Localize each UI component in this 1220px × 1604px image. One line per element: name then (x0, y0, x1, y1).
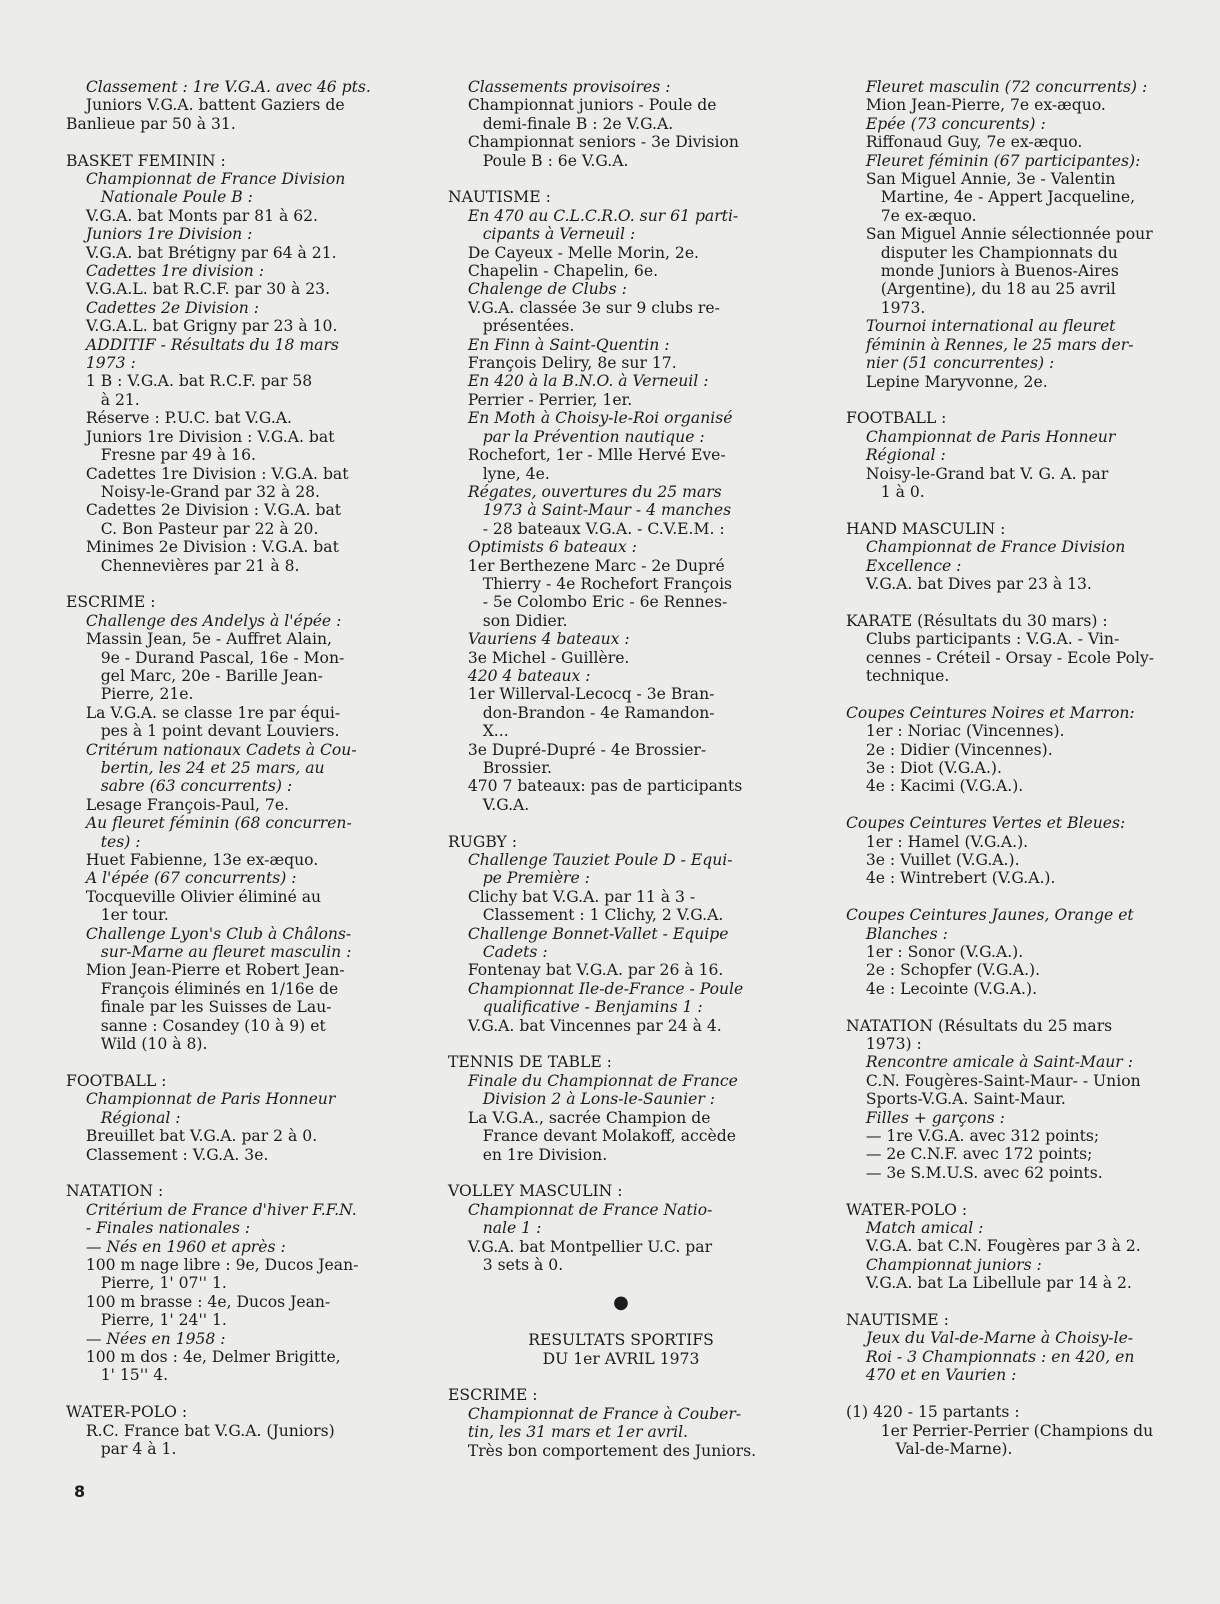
text-line: NATATION : (66, 1182, 164, 1201)
text-line: V.G.A. bat Monts par 81 à 62. (66, 206, 319, 225)
text-line: Classements provisoires : (448, 78, 671, 96)
text-line: Rochefort, 1er - Mlle Hervé Eve- (448, 446, 726, 465)
blank-line (66, 1054, 406, 1072)
text-line: demi-finale B : 2e V.G.A. (448, 114, 674, 133)
separator-bullet: ● (613, 1291, 629, 1313)
text-line: Régates, ouvertures du 25 mars (448, 482, 722, 501)
text-line: 420 4 bateaux : (448, 666, 591, 685)
text-line: Juniors V.G.A. battent Gaziers de (66, 96, 345, 115)
text-line: Régional : (846, 446, 946, 465)
text-line: Vauriens 4 bateaux : (448, 630, 630, 649)
text-line: Clubs participants : V.G.A. - Vin- (846, 630, 1120, 649)
text-line: Excellence : (846, 556, 962, 575)
text-line: De Cayeux - Melle Morin, 2e. (448, 243, 700, 262)
text-line: V.G.A. bat C.N. Fougères par 3 à 2. (846, 1237, 1141, 1256)
text-line: C.N. Fougères-Saint-Maur- - Union (846, 1071, 1141, 1090)
text-line: Chennevières par 21 à 8. (66, 556, 300, 575)
text-line: V.G.A.L. bat R.C.F. par 30 à 23. (66, 280, 331, 299)
text-line: pe Première : (448, 869, 590, 888)
text-line: 1 B : V.G.A. bat R.C.F. par 58 (66, 372, 313, 391)
blank-line (448, 1313, 794, 1331)
text-line: Championnat de France Division (846, 538, 1126, 557)
text-line: Coupes Ceintures Vertes et Bleues: (846, 814, 1126, 833)
text-line: ADDITIF - Résultats du 18 mars (66, 335, 339, 354)
blank-line (448, 170, 794, 188)
text-line: V.G.A. bat La Libellule par 14 à 2. (846, 1274, 1132, 1293)
text-column-1 (66, 78, 406, 1458)
text-line: V.G.A. bat Vincennes par 24 à 4. (448, 1016, 722, 1035)
text-line: 1er Perrier-Perrier (Champions du (846, 1421, 1154, 1440)
text-line: Cadettes 1re division : (66, 262, 264, 281)
text-line: Val-de-Marne). (846, 1439, 1013, 1458)
text-line: X... (448, 722, 509, 741)
text-line: 3e Dupré-Dupré - 4e Brossier- (448, 740, 707, 759)
text-line: Classement : 1re V.G.A. avec 46 pts. (66, 78, 371, 96)
blank-line (846, 998, 1182, 1016)
blank-line (846, 888, 1182, 906)
text-line: 1er : Hamel (V.G.A.). (846, 832, 1029, 851)
text-line: — Nées en 1958 : (66, 1329, 226, 1348)
blank-line (448, 1035, 794, 1053)
text-line: Division 2 à Lons-le-Saunier : (448, 1090, 715, 1109)
text-line: C. Bon Pasteur par 22 à 20. (66, 519, 319, 538)
text-line: Fresne par 49 à 16. (66, 446, 256, 465)
text-line: 1973 : (66, 354, 136, 373)
text-line: sanne : Cosandey (10 à 9) et (66, 1016, 326, 1035)
text-line: don-Brandon - 4e Ramandon- (448, 703, 715, 722)
text-line: Réserve : P.U.C. bat V.G.A. (66, 409, 292, 428)
text-line: Championnat de Paris Honneur (66, 1090, 336, 1109)
text-line: Cadets : (448, 943, 548, 962)
text-line: WATER-POLO : (846, 1200, 968, 1219)
text-line: Championnat Ile-de-France - Poule (448, 979, 744, 998)
text-line: V.G.A. classée 3e sur 9 clubs re- (448, 298, 720, 317)
text-line: Huet Fabienne, 13e ex-æquo. (66, 851, 319, 870)
text-line: 100 m nage libre : 9e, Ducos Jean- (66, 1255, 359, 1274)
text-line: Coupes Ceintures Jaunes, Orange et (846, 906, 1134, 925)
text-line: Martine, 4e - Appert Jacqueline, (846, 188, 1136, 207)
text-line: Lesage François-Paul, 7e. (66, 795, 290, 814)
text-line: 100 m dos : 4e, Delmer Brigitte, (66, 1347, 341, 1366)
text-line: 1er Willerval-Lecocq - 3e Bran- (448, 685, 715, 704)
text-line: A l'épée (67 concurrents) : (66, 869, 297, 888)
text-line: en 1re Division. (448, 1145, 608, 1164)
text-line: Match amical : (846, 1219, 984, 1238)
text-line: Cadettes 2e Division : V.G.A. bat (66, 501, 342, 520)
text-line: Fontenay bat V.G.A. par 26 à 16. (448, 961, 724, 980)
text-line: FOOTBALL : (846, 409, 947, 428)
text-line: 1973. (846, 298, 926, 317)
text-line: (Argentine), du 18 au 25 avril (846, 280, 1116, 299)
text-line: son Didier. (448, 611, 568, 630)
text-line: disputer les Championnats du (846, 243, 1118, 262)
text-line: François éliminés en 1/16e de (66, 979, 339, 998)
text-line: TENNIS DE TABLE : (448, 1053, 612, 1072)
blank-line (448, 1274, 794, 1292)
text-line: Optimists 6 bateaux : (448, 538, 637, 557)
text-line: - 5e Colombo Eric - 6e Rennes- (448, 593, 728, 612)
text-line: Massin Jean, 5e - Auffret Alain, (66, 630, 332, 649)
text-column-2 (448, 78, 794, 1460)
text-line: Classement : V.G.A. 3e. (66, 1145, 269, 1164)
text-line: Tournoi international au fleuret (846, 317, 1116, 336)
text-line: monde Juniors à Buenos-Aires (846, 262, 1119, 281)
text-line: Championnat de France Natio- (448, 1200, 713, 1219)
text-line: V.G.A. bat Montpellier U.C. par (448, 1237, 713, 1256)
text-line: 470 7 bateaux: pas de participants (448, 777, 743, 796)
text-line: Critérium de France d'hiver F.F.N. (66, 1200, 357, 1219)
text-line: R.C. France bat V.G.A. (Juniors) (66, 1421, 335, 1440)
text-line: Au fleuret féminin (68 concurren- (66, 814, 352, 833)
text-line: Poule B : 6e V.G.A. (448, 151, 629, 170)
text-line: technique. (846, 666, 950, 685)
text-line: — 2e C.N.F. avec 172 points; (846, 1145, 1093, 1164)
text-line: Fleuret masculin (72 concurrents) : (846, 78, 1148, 96)
text-line: 7e ex-æquo. (846, 206, 977, 225)
text-line: Pierre, 21e. (66, 685, 194, 704)
text-line: Mion Jean-Pierre et Robert Jean- (66, 961, 345, 980)
text-line: NATATION (Résultats du 25 mars (846, 1016, 1113, 1035)
text-line: Championnat juniors - Poule de (448, 96, 717, 115)
text-line: HAND MASCULIN : (846, 519, 1006, 538)
text-line: Jeux du Val-de-Marne à Choisy-le- (846, 1329, 1134, 1348)
text-line: La V.G.A., sacrée Champion de (448, 1108, 711, 1127)
text-line: Breuillet bat V.G.A. par 2 à 0. (66, 1127, 318, 1146)
text-line: Epée (73 concurents) : (846, 114, 1046, 133)
text-line: Pierre, 1' 07'' 1. (66, 1274, 227, 1293)
blank-line (448, 1164, 794, 1182)
text-line: ESCRIME : (66, 593, 156, 612)
text-line: Challenge Bonnet-Vallet - Equipe (448, 924, 729, 943)
text-line: — 3e S.M.U.S. avec 62 points. (846, 1163, 1103, 1182)
text-line: à 21. (66, 390, 140, 409)
text-line: bertin, les 24 et 25 mars, au (66, 759, 325, 777)
blank-line (66, 575, 406, 593)
text-line: Noisy-le-Grand par 32 à 28. (66, 482, 321, 501)
text-line: FOOTBALL : (66, 1071, 167, 1090)
text-line: Blanches : (846, 924, 948, 943)
text-line: présentées. (448, 317, 575, 336)
text-line: lyne, 4e. (448, 464, 550, 483)
text-line: Finale du Championnat de France (448, 1071, 738, 1090)
text-line: — Nés en 1960 et après : (66, 1237, 286, 1256)
text-line: Tocqueville Olivier éliminé au (66, 887, 322, 906)
text-line: Wild (10 à 8). (66, 1035, 208, 1054)
text-column-3 (846, 78, 1182, 1458)
text-line: En Finn à Saint-Quentin : (448, 335, 670, 354)
text-line: Mion Jean-Pierre, 7e ex-æquo. (846, 96, 1106, 115)
text-line: cennes - Créteil - Orsay - Ecole Poly- (846, 648, 1155, 667)
text-line: 2e : Schopfer (V.G.A.). (846, 961, 1041, 980)
text-line: Championnat de France à Couber- (448, 1404, 742, 1423)
text-line: Cadettes 2e Division : (66, 298, 260, 317)
text-line: Juniors 1re Division : (66, 225, 253, 244)
text-line: En 420 à la B.N.O. à Verneuil : (448, 372, 709, 391)
text-line: KARATE (Résultats du 30 mars) : (846, 611, 1108, 630)
text-line: - 28 bateaux V.G.A. - C.V.E.M. : (448, 519, 725, 538)
text-line: WATER-POLO : (66, 1403, 188, 1422)
text-line: Banlieue par 50 à 31. (66, 114, 236, 133)
text-line: Clichy bat V.G.A. par 11 à 3 - (448, 887, 696, 906)
blank-line (846, 593, 1182, 611)
text-line: RUGBY : (448, 832, 518, 851)
text-line: 4e : Lecointe (V.G.A.). (846, 979, 1038, 998)
text-line: V.G.A.L. bat Grigny par 23 à 10. (66, 317, 338, 336)
text-line: sabre (63 concurrents) : (66, 777, 293, 796)
text-line: Fleuret féminin (67 participantes): (846, 151, 1141, 170)
text-line: NAUTISME : (846, 1311, 949, 1330)
text-line: cipants à Verneuil : (448, 225, 636, 244)
text-line: V.G.A. bat Brétigny par 64 à 21. (66, 243, 337, 262)
text-line: 3e Michel - Guillère. (448, 648, 630, 667)
text-line: Roi - 3 Championnats : en 420, en (846, 1347, 1135, 1366)
text-line: La V.G.A. se classe 1re par équi- (66, 703, 341, 722)
text-line: tes) : (66, 832, 141, 851)
blank-line (846, 501, 1182, 519)
text-line: 2e : Didier (Vincennes). (846, 740, 1053, 759)
text-line: RESULTATS SPORTIFS (528, 1331, 714, 1350)
text-line: Chalenge de Clubs : (448, 280, 627, 299)
text-line: pes à 1 point devant Louviers. (66, 722, 340, 741)
blank-line (846, 391, 1182, 409)
text-line: 1973 à Saint-Maur - 4 manches (448, 501, 732, 520)
text-line: 9e - Durand Pascal, 16e - Mon- (66, 648, 345, 667)
blank-line (846, 685, 1182, 703)
text-line: Chapelin - Chapelin, 6e. (448, 262, 659, 281)
text-line: 3e : Vuillet (V.G.A.). (846, 850, 1020, 869)
text-line: France devant Molakoff, accède (448, 1127, 736, 1146)
text-line: Brossier. (448, 759, 552, 778)
text-line: Thierry - 4e Rochefort François (448, 574, 733, 593)
text-line: DU 1er AVRIL 1973 (542, 1349, 700, 1368)
text-line: Challenge Lyon's Club à Châlons- (66, 924, 352, 943)
text-line: féminin à Rennes, le 25 mars der- (846, 335, 1134, 354)
text-line: finale par les Suisses de Lau- (66, 998, 332, 1017)
text-line: (1) 420 - 15 partants : (846, 1403, 1020, 1422)
text-line: Filles + garçons : (846, 1108, 1005, 1127)
text-line: Championnat juniors : (846, 1255, 1042, 1274)
text-line: Régional : (66, 1108, 181, 1127)
text-line: Très bon comportement des Juniors. (448, 1441, 757, 1460)
blank-line (846, 796, 1182, 814)
text-line: Championnat de Paris Honneur (846, 427, 1116, 446)
blank-line (66, 133, 406, 151)
text-line: 4e : Wintrebert (V.G.A.). (846, 869, 1056, 888)
text-line: VOLLEY MASCULIN : (448, 1182, 623, 1201)
text-line: 100 m brasse : 4e, Ducos Jean- (66, 1292, 331, 1311)
text-line: 1er Berthezene Marc - 2e Dupré (448, 556, 725, 575)
blank-line (448, 814, 794, 832)
blank-line (846, 1293, 1182, 1311)
blank-line (66, 1164, 406, 1182)
page-number: 8 (74, 1482, 86, 1501)
text-line: BASKET FEMININ : (66, 151, 226, 170)
text-line: Nationale Poule B : (66, 188, 253, 207)
text-line: Pierre, 1' 24'' 1. (66, 1311, 227, 1330)
text-line: En 470 au C.L.C.R.O. sur 61 parti- (448, 206, 739, 225)
text-line: 1973) : (846, 1035, 922, 1054)
text-line: Noisy-le-Grand bat V. G. A. par (846, 464, 1109, 483)
text-line: 1er : Sonor (V.G.A.). (846, 943, 1024, 961)
text-line: V.G.A. (448, 795, 530, 814)
text-line: par la Prévention nautique : (448, 427, 705, 446)
text-line: NAUTISME : (448, 188, 551, 207)
text-line: 1er : Noriac (Vincennes). (846, 722, 1065, 741)
text-line: Coupes Ceintures Noires et Marron: (846, 703, 1135, 722)
text-line: 1 à 0. (846, 482, 925, 501)
text-line: Critérum nationaux Cadets à Cou- (66, 740, 357, 759)
text-line: En Moth à Choisy-le-Roi organisé (448, 409, 733, 428)
text-line: — 1re V.G.A. avec 312 points; (846, 1127, 1100, 1146)
text-line: Minimes 2e Division : V.G.A. bat (66, 538, 339, 557)
text-line: Cadettes 1re Division : V.G.A. bat (66, 464, 349, 483)
text-line: Riffonaud Guy, 7e ex-æquo. (846, 133, 1083, 152)
text-line: 3 sets à 0. (448, 1255, 564, 1274)
text-line: Lepine Maryvonne, 2e. (846, 372, 1048, 391)
text-line: tin, les 31 mars et 1er avril. (448, 1423, 689, 1442)
text-line: 4e : Kacimi (V.G.A.). (846, 777, 1024, 796)
blank-line (846, 1182, 1182, 1200)
text-line: 470 et en Vaurien : (846, 1366, 1017, 1385)
text-line: Sports-V.G.A. Saint-Maur. (846, 1090, 1066, 1109)
text-line: 1' 15'' 4. (66, 1366, 169, 1385)
text-line: qualificative - Benjamins 1 : (448, 998, 703, 1017)
text-line: Classement : 1 Clichy, 2 V.G.A. (448, 906, 724, 925)
text-line: - Finales nationales : (66, 1219, 251, 1238)
text-line: Challenge des Andelys à l'épée : (66, 611, 342, 630)
text-line: V.G.A. bat Dives par 23 à 13. (846, 574, 1092, 593)
text-line: Rencontre amicale à Saint-Maur : (846, 1053, 1133, 1072)
text-line: ESCRIME : (448, 1386, 538, 1405)
text-line: nale 1 : (448, 1219, 542, 1238)
text-line: nier (51 concurrentes) : (846, 354, 1055, 373)
text-line: sur-Marne au fleuret masculin : (66, 943, 352, 962)
text-line: San Miguel Annie, 3e - Valentin (846, 170, 1116, 189)
text-line: Challenge Tauziet Poule D - Equi- (448, 851, 733, 870)
text-line: 1er tour. (66, 906, 169, 925)
text-line: Juniors 1re Division : V.G.A. bat (66, 427, 335, 446)
text-line: San Miguel Annie sélectionnée pour (846, 225, 1153, 244)
text-line: par 4 à 1. (66, 1439, 177, 1458)
text-line: François Deliry, 8e sur 17. (448, 354, 677, 373)
text-line: 3e : Diot (V.G.A.). (846, 758, 1002, 777)
text-line: Championnat de France Division (66, 170, 346, 189)
blank-line (448, 1368, 794, 1386)
text-line: Perrier - Perrier, 1er. (448, 390, 633, 409)
text-line: gel Marc, 20e - Barille Jean- (66, 666, 323, 685)
blank-line (846, 1385, 1182, 1403)
text-line: Championnat seniors - 3e Division (448, 133, 739, 152)
blank-line (66, 1385, 406, 1403)
